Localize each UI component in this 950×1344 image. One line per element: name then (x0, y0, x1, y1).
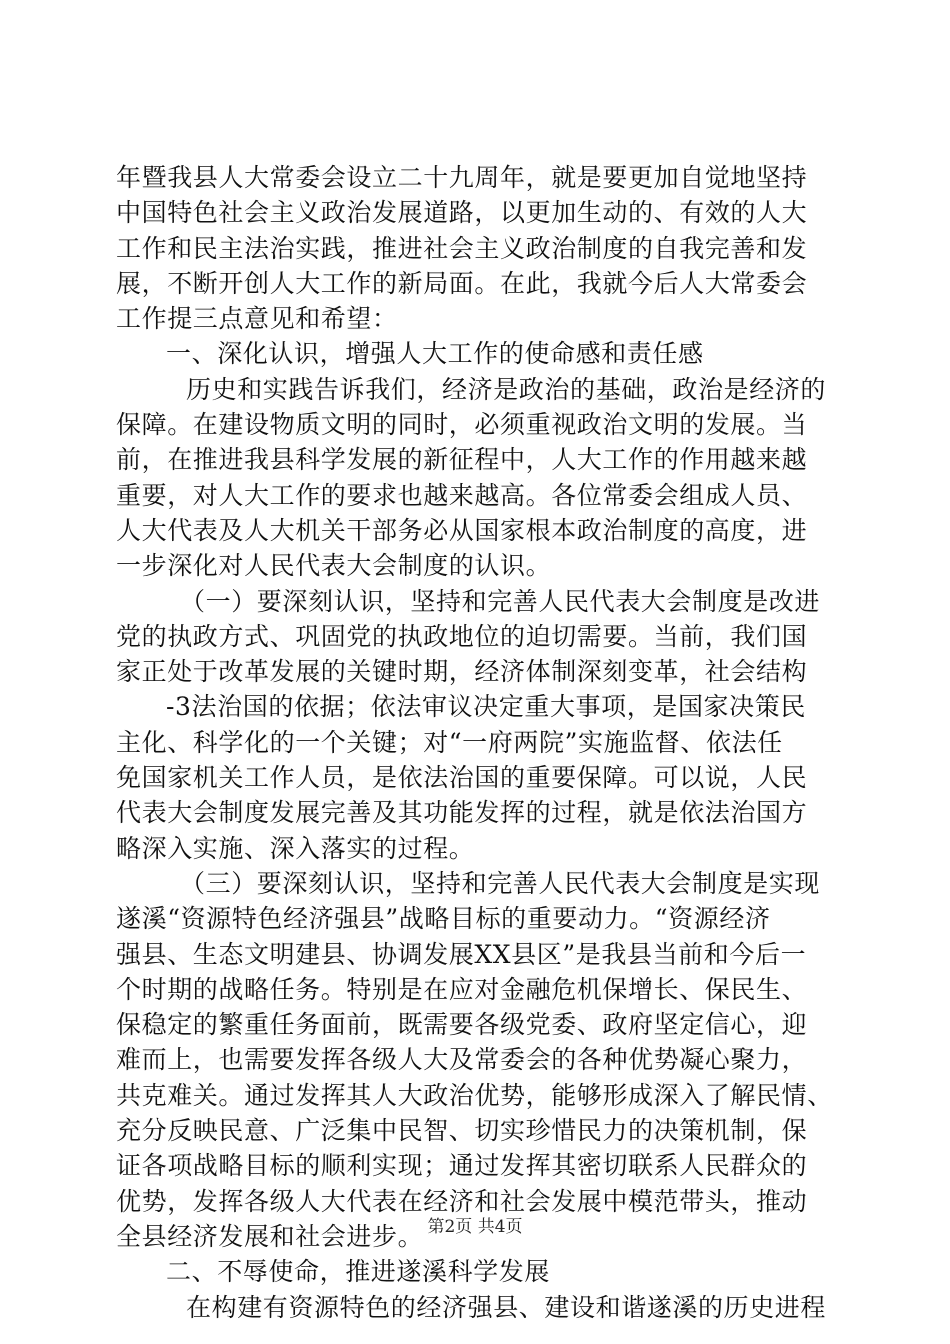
text-line: 难而上，也需要发挥各级人大及常委会的各种优势凝心聚力， (116, 1045, 808, 1075)
text-line: 人大代表及人大机关干部务必从国家根本政治制度的高度，进 (116, 515, 808, 545)
section-heading-1: 一、深化认识，增强人大工作的使命感和责任感 (166, 339, 704, 369)
paragraph-start: 历史和实践告诉我们，经济是政治的基础，政治是经济的 (186, 374, 827, 404)
subsection-3: （三）要深刻认识，坚持和完善人民代表大会制度是实现 (180, 868, 821, 898)
text-line: 中国特色社会主义政治发展道路，以更加生动的、有效的人大 (116, 198, 808, 228)
text-line: 工作和民主法治实践，推进社会主义政治制度的自我完善和发 (116, 233, 808, 263)
text-line: 年暨我县人大常委会设立二十九周年，就是要更加自觉地坚持 (116, 163, 808, 192)
text-line: 遂溪“资源特色经济强县”战略目标的重要动力。“资源经济 (116, 904, 771, 934)
text-line: 优势，发挥各级人大代表在经济和社会发展中模范带头，推动 (116, 1186, 808, 1216)
text-line: 强县、生态文明建县、协调发展XX县区”是我县当前和今后一 (116, 939, 807, 969)
text-line: 一步深化对人民代表大会制度的认识。 (116, 551, 552, 581)
text-line: 代表大会制度发展完善及其功能发挥的过程，就是依法治国方 (116, 798, 808, 828)
text-line: 全县经济发展和社会进步。 (116, 1221, 424, 1251)
page-number-footer: 第2页 共4页 (427, 1217, 523, 1237)
text-line: 工作提三点意见和希望： (116, 304, 398, 334)
text-line: 个时期的战略任务。特别是在应对金融危机保增长、保民生、 (116, 974, 808, 1004)
text-line: 免国家机关工作人员，是依法治国的重要保障。可以说，人民 (116, 763, 808, 793)
text-line: 家正处于改革发展的关键时期，经济体制深刻变革，社会结构 (116, 657, 808, 687)
text-line: 保稳定的繁重任务面前，既需要各级党委、政府坚定信心，迎 (116, 1010, 808, 1040)
text-line: 略深入实施、深入落实的过程。 (116, 833, 475, 863)
section-heading-2: 二、不辱使命，推进遂溪科学发展 (166, 1257, 551, 1287)
text-line: 主化、科学化的一个关键；对“一府两院”实施监督、依法任 (116, 727, 783, 757)
text-line: 共克难关。通过发挥其人大政治优势，能够形成深入了解民情、 (116, 1080, 833, 1110)
text-line: -3法治国的依据；依法审议决定重大事项，是国家决策民 (166, 692, 806, 722)
text-line: 党的执政方式、巩固党的执政地位的迫切需要。当前，我们国 (116, 621, 808, 651)
subsection-1: （一）要深刻认识，坚持和完善人民代表大会制度是改进 (180, 586, 821, 616)
text-line: 充分反映民意、广泛集中民智、切实珍惜民力的决策机制，保 (116, 1116, 808, 1146)
document-body (116, 160, 836, 1325)
text-line: 重要，对人大工作的要求也越来越高。各位常委会组成人员、 (116, 480, 808, 510)
text-line: 展，不断开创人大工作的新局面。在此，我就今后人大常委会 (116, 268, 808, 298)
text-line: 保障。在建设物质文明的同时，必须重视政治文明的发展。当 (116, 410, 808, 440)
paragraph-start: 在构建有资源特色的经济强县、建设和谐遂溪的历史进程 (186, 1292, 827, 1322)
text-line: 前，在推进我县科学发展的新征程中，人大工作的作用越来越 (116, 445, 808, 475)
text-line: 证各项战略目标的顺利实现；通过发挥其密切联系人民群众的 (116, 1151, 808, 1181)
